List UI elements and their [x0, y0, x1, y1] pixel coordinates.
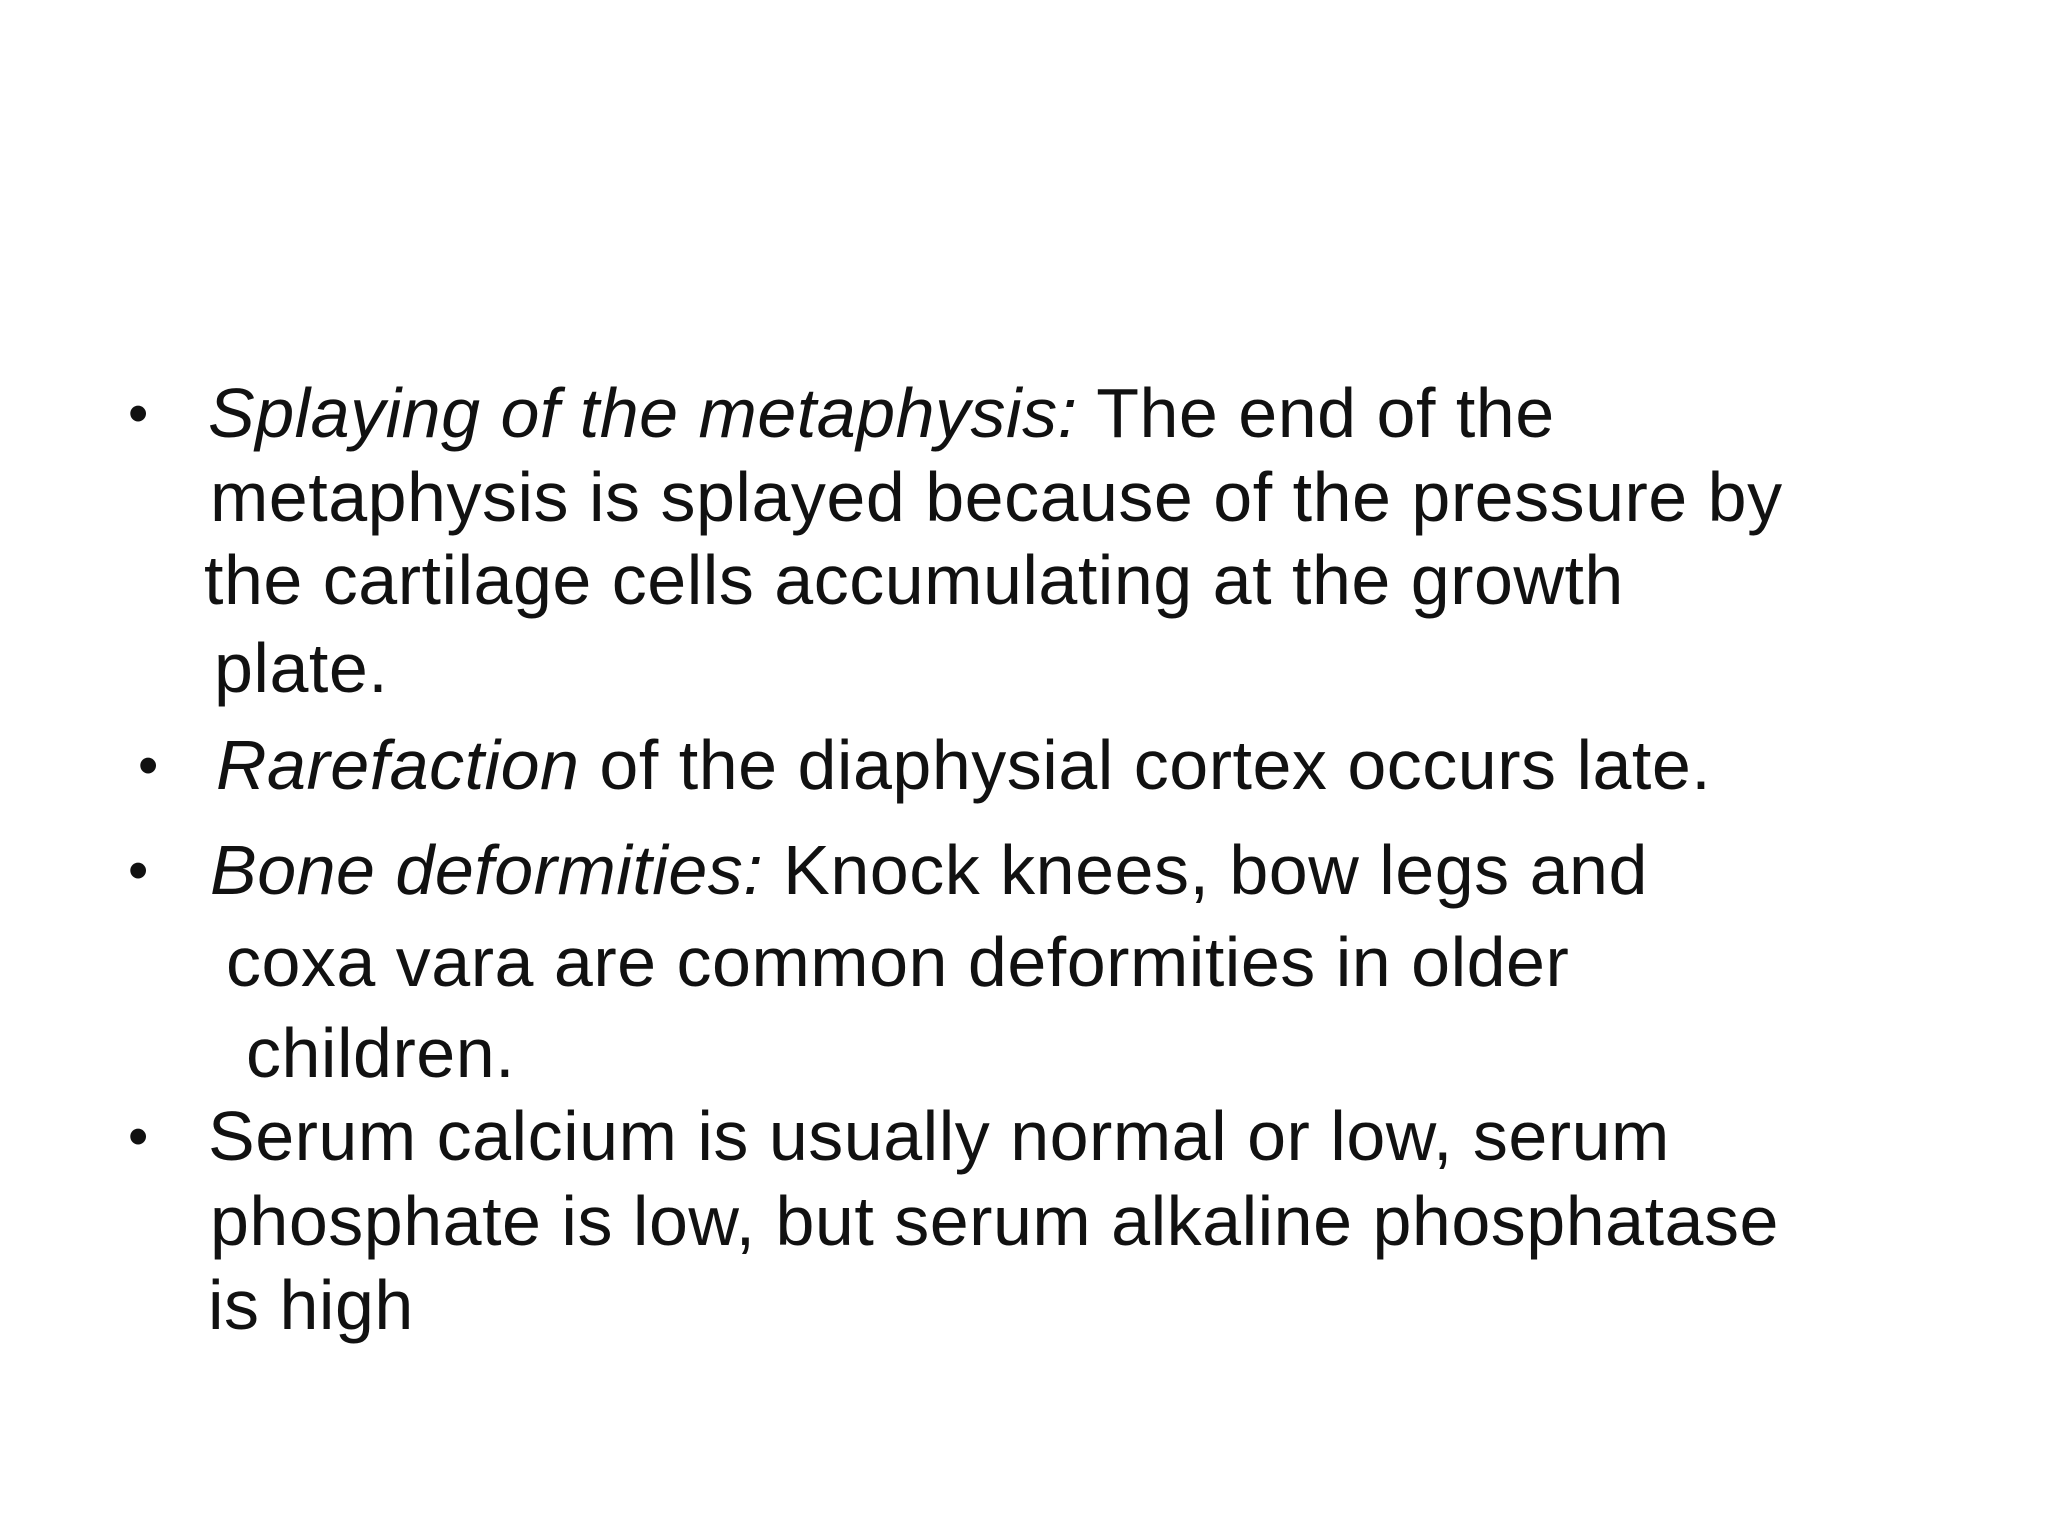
bullet-4-line-2: phosphate is low, but serum alkaline phosphatase	[210, 1182, 1779, 1260]
bullet-3-line-1	[210, 831, 1648, 909]
bullet-2-term: Rarefaction	[216, 726, 580, 804]
bullet-3-line-3: children.	[246, 1014, 516, 1092]
bullet-1-line-3: the cartilage cells accumulating at the growth	[204, 541, 1624, 619]
bullet-2-text: of the diaphysial cortex occurs late.	[579, 726, 1712, 804]
bullet-marker: •	[128, 1104, 149, 1169]
bullet-3-line-2: coxa vara are common deformities in older	[226, 923, 1570, 1001]
bullet-marker: •	[128, 838, 149, 903]
bullet-2-line-1	[216, 726, 1712, 804]
bullet-3-term: Bone deformities:	[210, 831, 764, 909]
bullet-1-line-4: plate.	[214, 629, 389, 707]
bullet-1-text: The end of the	[1077, 374, 1555, 452]
bullet-1-line-1	[208, 374, 1555, 452]
bullet-marker: •	[128, 381, 149, 446]
bullet-3-text: Knock knees, bow legs and	[763, 831, 1648, 909]
bullet-marker: •	[138, 733, 159, 798]
bullet-1-line-2: metaphysis is splayed because of the pressure by	[210, 458, 1783, 536]
bullet-4-line-3: is high	[208, 1266, 414, 1344]
bullet-1-term: Splaying of the metaphysis:	[208, 374, 1078, 452]
bullet-4-line-1: Serum calcium is usually normal or low, serum	[208, 1097, 1670, 1175]
